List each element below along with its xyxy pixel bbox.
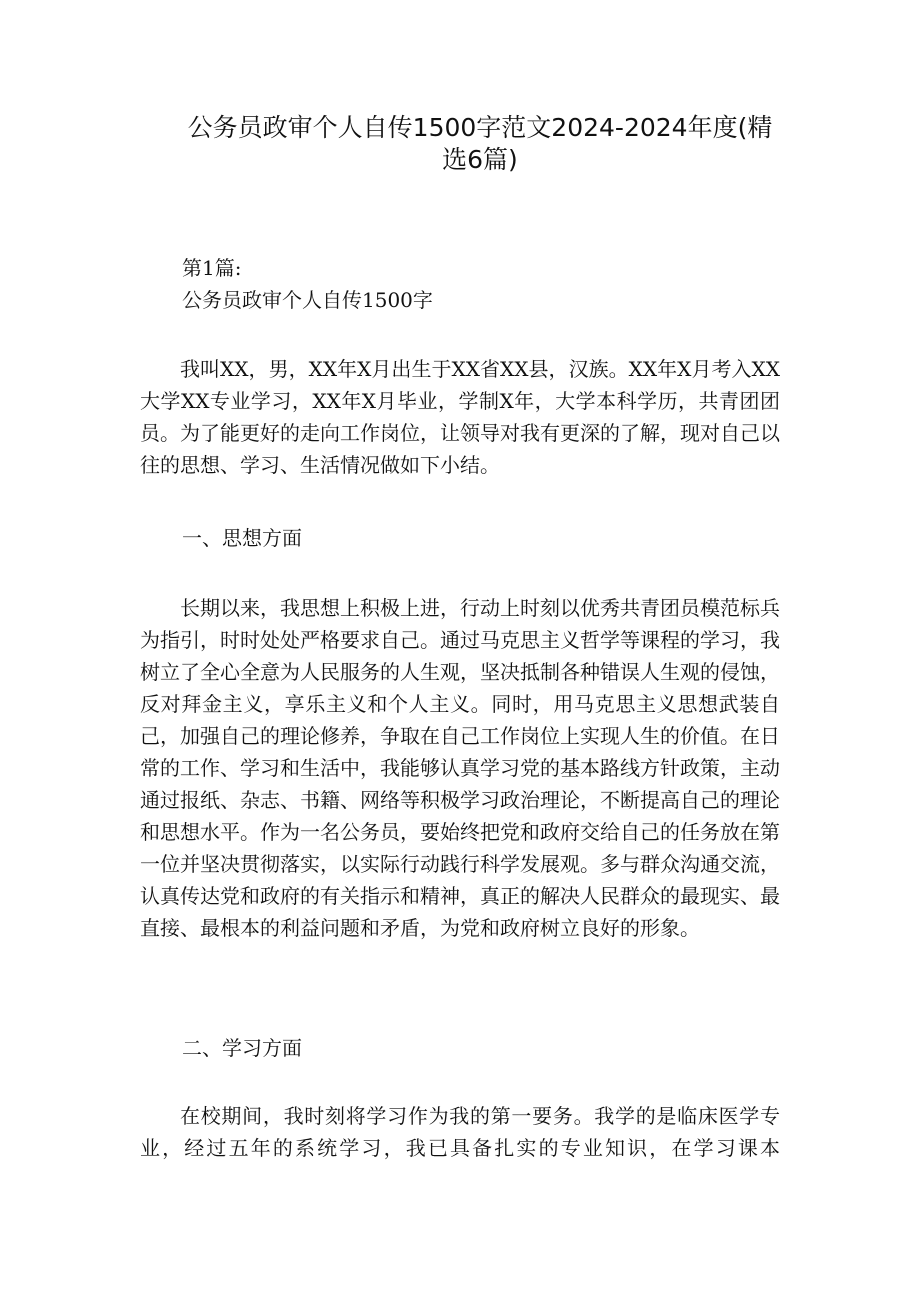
article-number: 第1篇:: [182, 256, 242, 280]
study-paragraph: 在校期间，我时刻将学习作为我的第一要务。我学的是临床医学专业，经过五年的系统学习，我已具备扎实的专业知识，在学习课本: [140, 1104, 780, 1160]
section-heading-study: 二、学习方面: [182, 1036, 302, 1060]
document-title: 公务员政审个人自传1500字范文2024-2024年度(精选6篇): [187, 113, 773, 174]
section-heading-thought: 一、思想方面: [182, 526, 302, 550]
intro-paragraph: 我叫XX，男，XX年X月出生于XX省XX县，汉族。XX年X月考入XX大学XX专业学习，XX年X月毕业，学制X年，大学本科学历，共青团团员。为了能更好的走向工作岗位，让领导对我有更深的了解，现对自己以往的思想、学习、生活情况做如下小结。: [140, 357, 780, 477]
thought-paragraph: 长期以来，我思想上积极上进，行动上时刻以优秀共青团员模范标兵为指引，时时处处严格要求自己。通过马克思主义哲学等课程的学习，我树立了全心全意为人民服务的人生观，坚决抵制各种错误人生观的侵蚀，反对拜金主义，享乐主义和个人主义。同时，用马克思主义思想武装自己，加强自己的理论修养，争取在自己工作岗位上实现人生的价值。在日常的工作、学习和生活中，我能够认真学习党的基本路线方针政策，主动通过报纸、杂志、书籍、网络等积极学习政治理论，不断提高自己的理论和思想水平。作为一名公务员，要始终把党和政府交给自己的任务放在第一位并坚决贯彻落实，以实际行动践行科学发展观。多与群众沟通交流，认真传达党和政府的有关指示和精神，真正的解决人民群众的最现实、最直接、最根本的利益问题和矛盾，为党和政府树立良好的形象。: [140, 596, 780, 940]
article-title: 公务员政审个人自传1500字: [182, 288, 433, 312]
